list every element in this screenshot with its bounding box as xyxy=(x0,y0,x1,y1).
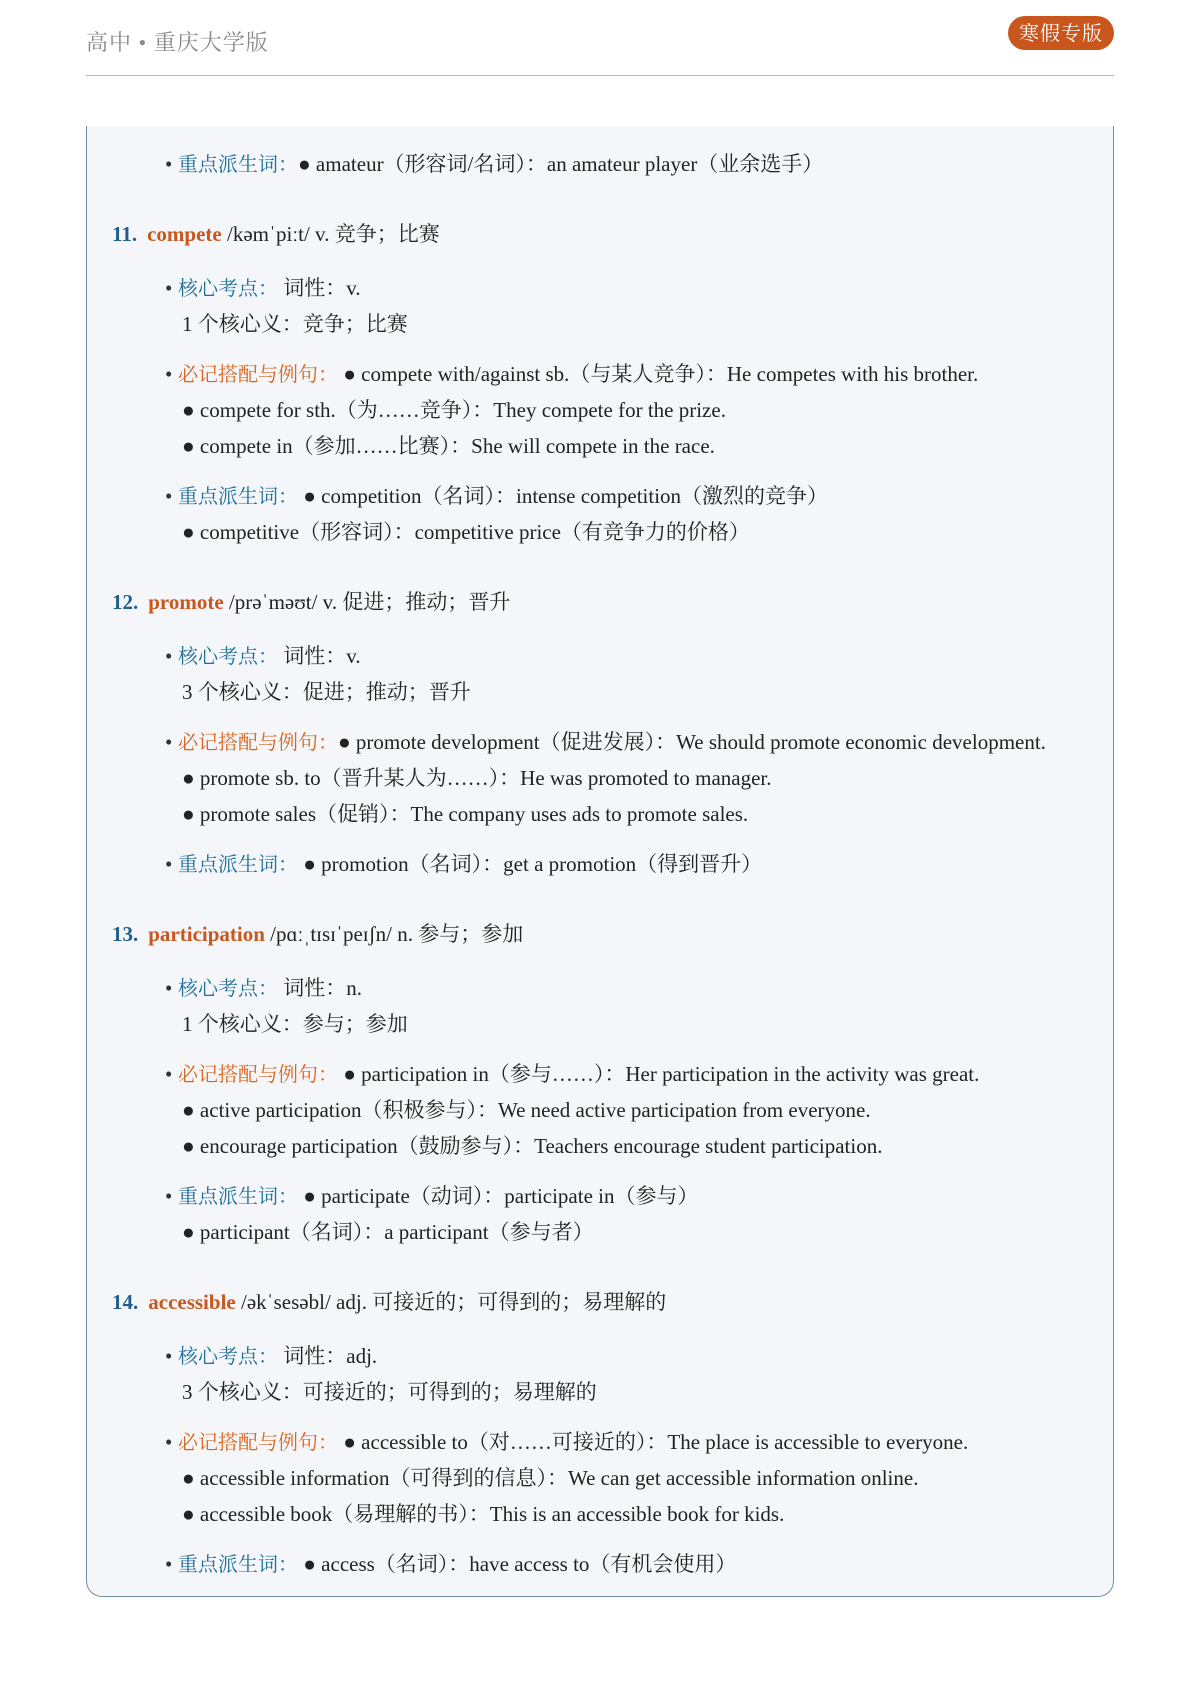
entry-word: participation xyxy=(148,922,265,946)
colloc-label: 必记搭配与例句： xyxy=(178,730,338,754)
deriv-label: 重点派生词： xyxy=(178,484,298,508)
bullet-dot: • xyxy=(165,1430,173,1454)
entry-word: accessible xyxy=(148,1290,236,1314)
colloc-line: ● promote sales（促销）：The company uses ads to promote sales. xyxy=(182,802,749,826)
bullet-dot: • xyxy=(165,1062,173,1086)
bullet-dot: • xyxy=(165,484,173,508)
deriv-line: ● competitive（形容词）：competitive price（有竞争力的价格） xyxy=(182,520,750,544)
colloc-line: ● encourage participation（鼓励参与）：Teachers encourage student participation. xyxy=(182,1134,883,1158)
core-line: • 核心考点： 词性：adj. xyxy=(165,1344,378,1368)
entry-number: 11. xyxy=(112,222,138,246)
bullet-dot: • xyxy=(165,276,173,300)
header-title: 高中 • 重庆大学版 xyxy=(86,30,269,55)
core-line: • 核心考点： 词性：n. xyxy=(165,976,362,1000)
deriv-line: ● participant（名词）：a participant（参与者） xyxy=(182,1220,594,1244)
entry-pron-meaning: /prəˈməʊt/ v. 促进；推动；晋升 xyxy=(223,590,511,614)
entry-heading-13 xyxy=(112,918,523,948)
colloc-line: ● accessible information（可得到的信息）：We can get accessible information online. xyxy=(182,1466,919,1490)
entry-heading-12 xyxy=(112,586,510,616)
core-label: 核心考点： xyxy=(178,644,278,668)
deriv-line: • 重点派生词： ● participate（动词）：participate in（参与） xyxy=(165,1184,699,1208)
core-line: 3 个核心义：促进；推动；晋升 xyxy=(182,680,471,704)
deriv-line: • 重点派生词： ● competition（名词）：intense competition（激烈的竞争） xyxy=(165,484,829,508)
colloc-line: • 必记搭配与例句： ● participation in（参与……）：Her participation in the activity was great. xyxy=(165,1062,980,1086)
entry-word: promote xyxy=(148,590,224,614)
entry-pron-meaning: /əkˈsesəbl/ adj. 可接近的；可得到的；易理解的 xyxy=(235,1290,667,1314)
bullet-dot: • xyxy=(165,730,173,754)
bullet-dot: • xyxy=(165,362,173,386)
intro-deriv-line: • 重点派生词：● amateur（形容词/名词）：an amateur player（业余选手） xyxy=(165,152,824,176)
core-line: • 核心考点： 词性：v. xyxy=(165,276,361,300)
deriv-label: 重点派生词： xyxy=(178,152,298,176)
edition-badge: 寒假专版 xyxy=(1008,16,1114,50)
bullet-dot: • xyxy=(165,1552,173,1576)
core-line: • 核心考点： 词性：v. xyxy=(165,644,361,668)
bullet-dot: • xyxy=(165,152,173,176)
core-line: 1 个核心义：参与；参加 xyxy=(182,1012,408,1036)
colloc-line: ● compete in（参加……比赛）：She will compete in the race. xyxy=(182,434,715,458)
bullet-dot: • xyxy=(165,852,173,876)
colloc-line: ● promote sb. to（晋升某人为……）：He was promoted to manager. xyxy=(182,766,772,790)
core-label: 核心考点： xyxy=(178,276,278,300)
colloc-line: • 必记搭配与例句：● promote development（促进发展）：We should promote economic development. xyxy=(165,730,1046,754)
entry-word: compete xyxy=(147,222,222,246)
bullet-dot: • xyxy=(165,1344,173,1368)
bullet-dot: • xyxy=(165,1184,173,1208)
header-divider xyxy=(86,75,1114,76)
entry-number: 12. xyxy=(112,590,139,614)
bullet-dot: • xyxy=(165,976,173,1000)
colloc-line: • 必记搭配与例句： ● accessible to（对……可接近的）：The place is accessible to everyone. xyxy=(165,1430,969,1454)
colloc-label: 必记搭配与例句： xyxy=(178,362,338,386)
entry-number: 14. xyxy=(112,1290,139,1314)
colloc-line: • 必记搭配与例句： ● compete with/against sb.（与某人竞争）：He competes with his brother. xyxy=(165,362,979,386)
entry-pron-meaning: /kəmˈpiːt/ v. 竞争；比赛 xyxy=(221,222,440,246)
core-line: 3 个核心义：可接近的；可得到的；易理解的 xyxy=(182,1380,597,1404)
entry-number: 13. xyxy=(112,922,139,946)
colloc-line: ● accessible book（易理解的书）：This is an accessible book for kids. xyxy=(182,1502,785,1526)
core-line: 1 个核心义：竞争；比赛 xyxy=(182,312,408,336)
entry-heading-14 xyxy=(112,1286,666,1316)
core-label: 核心考点： xyxy=(178,976,278,1000)
deriv-line: • 重点派生词： ● access（名词）：have access to（有机会使用） xyxy=(165,1552,737,1576)
entry-heading-11 xyxy=(112,218,440,248)
colloc-label: 必记搭配与例句： xyxy=(178,1062,338,1086)
deriv-label: 重点派生词： xyxy=(178,852,298,876)
deriv-label: 重点派生词： xyxy=(178,1552,298,1576)
colloc-line: ● compete for sth.（为……竞争）：They compete for the prize. xyxy=(182,398,726,422)
entry-pron-meaning: /pɑːˌtɪsɪˈpeɪʃn/ n. 参与；参加 xyxy=(264,922,524,946)
deriv-line: • 重点派生词： ● promotion（名词）：get a promotion（得到晋升） xyxy=(165,852,763,876)
colloc-line: ● active participation（积极参与）：We need active participation from everyone. xyxy=(182,1098,871,1122)
deriv-label: 重点派生词： xyxy=(178,1184,298,1208)
colloc-label: 必记搭配与例句： xyxy=(178,1430,338,1454)
bullet-dot: • xyxy=(165,644,173,668)
core-label: 核心考点： xyxy=(178,1344,278,1368)
